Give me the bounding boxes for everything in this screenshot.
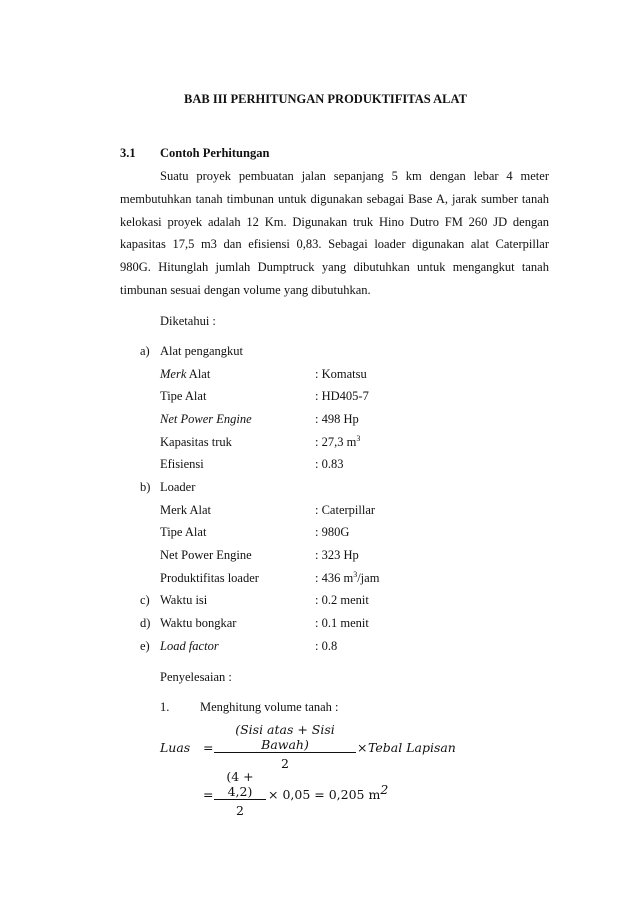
list-label: Loader <box>160 480 196 494</box>
penyelesaian-label: Penyelesaian : <box>160 670 232 684</box>
spec-value: : Komatsu <box>315 367 367 381</box>
formula-lhs: Luas <box>160 740 191 755</box>
paragraph-line: timbunan sesuai dengan volume yang dibutuhkan. <box>120 283 371 297</box>
spec-value: : 0.8 <box>315 639 338 653</box>
formula-numerator: (4 + 4,2) <box>214 769 266 800</box>
step-text: Menghitung volume tanah : <box>200 700 339 714</box>
spec-value: : 27,3 $m^3$ <box>315 433 361 449</box>
spec-key: Net Power Engine <box>160 412 252 426</box>
list-label: Waktu bongkar <box>160 616 237 630</box>
list-marker: e) <box>140 639 150 653</box>
formula-denominator: 2 <box>236 803 244 818</box>
paragraph-line: kelokasi proyek adalah 12 Km. Digunakan truk Hino Dutro FM 260 JD dengan <box>120 215 549 229</box>
paragraph-line: membutuhkan tanah timbunan untuk digunakan sebagai Base A, jarak sumber tanah <box>120 192 549 206</box>
spec-key: Tipe Alat <box>160 389 207 403</box>
list-marker: d) <box>140 616 151 630</box>
spec-value: : 323 Hp <box>315 548 359 562</box>
section-number: 3.1 <box>120 146 136 160</box>
formula-equals: = <box>203 787 214 802</box>
list-label: Waktu isi <box>160 593 208 607</box>
list-label: Load factor <box>160 639 219 653</box>
spec-key: Net Power Engine <box>160 548 252 562</box>
step-number: 1. <box>160 700 170 714</box>
list-marker: b) <box>140 480 151 494</box>
spec-key: Kapasitas truk <box>160 435 232 449</box>
formula-numerator: (Sisi atas + Sisi Bawah) <box>214 722 356 753</box>
formula-result: × 0,05 = 0,205 $m^2$ <box>268 781 389 802</box>
list-marker: a) <box>140 344 150 358</box>
formula-fraction <box>214 769 266 818</box>
spec-key: Merk Alat <box>160 367 211 381</box>
formula-fraction <box>214 722 356 771</box>
spec-key: Tipe Alat <box>160 525 207 539</box>
spec-value: : 0.83 <box>315 457 344 471</box>
spec-value: : 436 $m^3$/jam <box>315 569 380 585</box>
spec-value: : 980G <box>315 525 350 539</box>
list-label: Alat pengangkut <box>160 344 243 358</box>
list-marker: c) <box>140 593 150 607</box>
spec-value: : 498 Hp <box>315 412 359 426</box>
formula-denominator: 2 <box>281 756 289 771</box>
diketahui-label: Diketahui : <box>160 314 216 328</box>
formula-times: × <box>357 740 368 755</box>
spec-value: : 0.1 menit <box>315 616 369 630</box>
formula-equals: = <box>203 740 214 755</box>
spec-value: : Caterpillar <box>315 503 376 517</box>
formula-rhs: Tebal Lapisan <box>368 740 456 755</box>
section-title: Contoh Perhitungan <box>160 146 270 160</box>
spec-value: : HD405-7 <box>315 389 369 403</box>
paragraph-line: kapasitas 17,5 m3 dan efisiensi 0,83. Sebagai loader digunakan alat Caterpillar <box>120 237 549 251</box>
paragraph-line: Suatu proyek pembuatan jalan sepanjang 5 km dengan lebar 4 meter <box>160 169 549 183</box>
chapter-title: BAB III PERHITUNGAN PRODUKTIFITAS ALAT <box>184 92 467 106</box>
spec-value: : 0.2 menit <box>315 593 369 607</box>
spec-key: Efisiensi <box>160 457 204 471</box>
spec-key: Produktifitas loader <box>160 571 259 585</box>
spec-key: Merk Alat <box>160 503 212 517</box>
paragraph-line: 980G. Hitunglah jumlah Dumptruck yang dibutuhkan untuk mengangkut tanah <box>120 260 549 274</box>
